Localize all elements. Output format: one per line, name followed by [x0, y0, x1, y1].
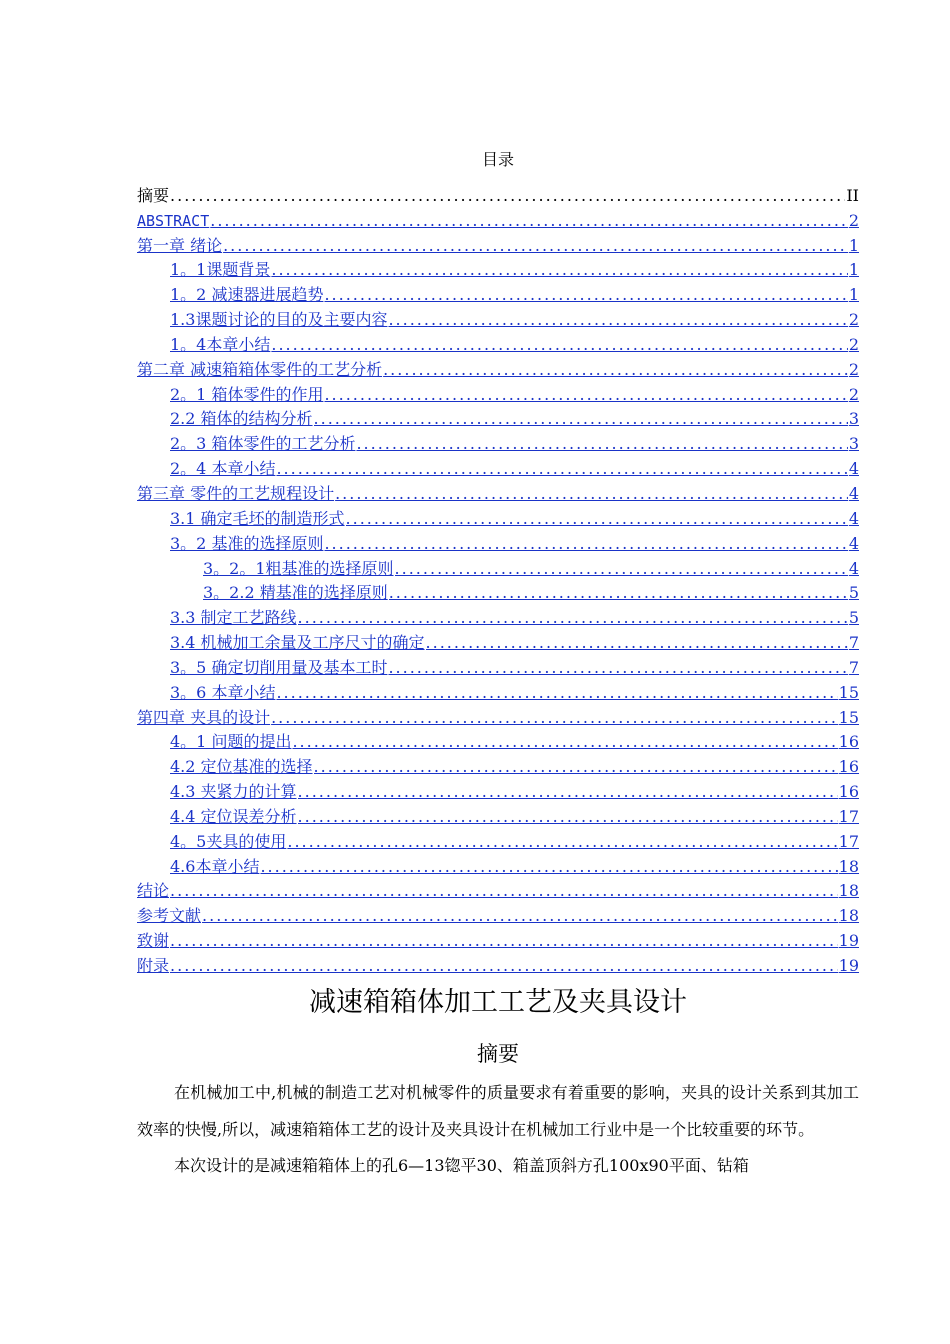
toc-dot-leader: [388, 658, 847, 678]
toc-entry-page: 19: [838, 956, 859, 975]
toc-entry[interactable]: [137, 802, 859, 827]
toc-entry-page: 7: [848, 657, 859, 677]
toc-entry-label: 致谢: [137, 931, 170, 951]
toc-entry[interactable]: [137, 628, 859, 653]
toc-entry-label: 参考文献: [137, 906, 202, 926]
toc-dot-leader: [383, 360, 848, 380]
toc-entry-label: 第一章 绪论: [137, 235, 223, 255]
toc-entry[interactable]: [137, 429, 859, 454]
toc-entry-label: 2。1 箱体零件的作用: [170, 384, 324, 404]
toc-entry-page: 16: [838, 757, 859, 777]
toc-dot-leader: [426, 633, 848, 653]
abstract-heading: 摘要: [477, 1042, 519, 1066]
toc-entry-label: 4。5夹具的使用: [170, 831, 287, 851]
toc-dot-leader: [298, 807, 838, 827]
toc-dot-leader: [276, 683, 837, 703]
toc-entry-page: 3: [848, 409, 859, 429]
abstract-paragraph: 本次设计的是减速箱箱体上的孔6—13锪平30、箱盖顶斜方孔100x90平面、钻箱: [174, 1156, 749, 1175]
toc-entry[interactable]: [137, 852, 859, 877]
toc-entry-page: 3: [848, 434, 859, 454]
toc-dot-leader: [335, 484, 848, 504]
toc-entry[interactable]: [137, 305, 859, 330]
toc-entry-label: 1.3课题讨论的目的及主要内容: [170, 310, 388, 330]
toc-dot-leader: [389, 583, 848, 603]
toc-entry-page: 4: [848, 459, 859, 479]
toc-dot-leader: [324, 534, 847, 554]
toc-entry[interactable]: [137, 752, 859, 777]
toc-entry-page: 15: [838, 707, 859, 727]
toc-dot-leader: [388, 310, 847, 330]
toc-entry-label: 3。5 确定切削用量及基本工时: [170, 657, 388, 677]
toc-dot-leader: [395, 559, 848, 579]
toc-entry-label: 3.4 机械加工余量及工序尺寸的确定: [170, 633, 425, 653]
toc-dot-leader: [356, 434, 847, 454]
toc-dot-leader: [260, 857, 837, 877]
toc-dot-leader: [170, 881, 838, 901]
toc-entry[interactable]: [137, 231, 859, 256]
toc-entry[interactable]: [137, 877, 859, 902]
toc-entry-label: 3.3 制定工艺路线: [170, 608, 297, 628]
toc-entry[interactable]: [137, 330, 859, 355]
toc-entry-page: 2: [848, 384, 859, 404]
toc-entry-page: 4: [848, 483, 859, 503]
toc-entry-label: 附录: [137, 956, 170, 975]
abstract-paragraph: 在机械加工中,机械的制造工艺对机械零件的质量要求有着重要的影响，夹具的设计关系到其加工效率的快慢,所以，减速箱箱体工艺的设计及夹具设计在机械加工行业中是一个比较重要的环节。: [137, 1083, 859, 1139]
toc-entry[interactable]: [137, 280, 859, 305]
toc-entry-page: 1: [848, 285, 859, 305]
toc-entry[interactable]: [137, 529, 859, 554]
toc-entry-page: 2: [848, 310, 859, 330]
toc-entry-page: 17: [838, 806, 859, 826]
toc-entry-label: ABSTRACT: [137, 211, 210, 230]
toc-entry-label: 4.6本章小结: [170, 856, 260, 876]
toc-dot-leader: [170, 956, 838, 976]
toc-entry-label: 1。2 减速器进展趋势: [170, 285, 324, 305]
toc-entry-page: 2: [848, 359, 859, 379]
toc-dot-leader: [271, 708, 838, 728]
toc-entry[interactable]: [137, 206, 859, 231]
toc-entry[interactable]: [137, 926, 859, 951]
toc-entry-page: 5: [848, 608, 859, 628]
toc-entry-page: 7: [848, 633, 859, 653]
toc-entry-page: 16: [838, 732, 859, 752]
toc-dot-leader: [314, 757, 838, 777]
toc-dot-leader: [202, 906, 838, 926]
toc-entry-label: 2。4 本章小结: [170, 459, 276, 479]
toc-entry[interactable]: [137, 355, 859, 380]
toc-entry[interactable]: [137, 703, 859, 728]
abstract-body: [137, 1075, 859, 1185]
toc-dot-leader: [271, 335, 847, 355]
toc-entry-label: 3。2。1粗基准的选择原则: [203, 558, 394, 578]
toc-entry-page: 17: [838, 831, 859, 851]
toc-entry-label: 2。3 箱体零件的工艺分析: [170, 434, 356, 454]
toc-entry-label: 4.4 定位误差分析: [170, 806, 297, 826]
toc-entry-label: 第三章 零件的工艺规程设计: [137, 483, 335, 503]
toc-entry[interactable]: [137, 777, 859, 802]
toc-dot-leader: [210, 211, 848, 231]
toc-entry[interactable]: [137, 579, 859, 604]
toc-entry-label: 1。1课题背景: [170, 260, 271, 280]
toc-entry[interactable]: [137, 827, 859, 852]
toc-entry-page: 15: [838, 682, 859, 702]
toc-entry-page: 1: [848, 235, 859, 255]
toc-entry-page: 16: [838, 782, 859, 802]
toc-dot-leader: [314, 409, 848, 429]
toc-entry-page: II: [846, 185, 859, 205]
toc-heading: 目录: [481, 150, 514, 169]
toc-dot-leader: [223, 236, 848, 256]
toc-entry-page: 4: [848, 508, 859, 528]
toc-entry-label: 第四章 夹具的设计: [137, 707, 271, 727]
toc-entry[interactable]: [137, 380, 859, 405]
toc-entry[interactable]: [137, 479, 859, 504]
toc-entry-page: 19: [838, 931, 859, 951]
toc-dot-leader: [298, 608, 848, 628]
toc-dot-leader: [324, 385, 847, 405]
toc-dot-leader: [292, 732, 837, 752]
toc-dot-leader: [298, 782, 838, 802]
toc-entry[interactable]: [137, 256, 859, 281]
toc-entry-label: 结论: [137, 881, 170, 901]
toc-entry[interactable]: [137, 504, 859, 529]
toc-entry[interactable]: [137, 454, 859, 479]
toc-entry[interactable]: [137, 901, 859, 926]
toc-entry-label: 3。2 基准的选择原则: [170, 533, 324, 553]
toc-entry-label: 2.2 箱体的结构分析: [170, 409, 313, 429]
toc-entry-page: 4: [848, 558, 859, 578]
toc-dot-leader: [324, 285, 847, 305]
toc-entry-page: 1: [848, 260, 859, 280]
toc-dot-leader: [276, 459, 847, 479]
toc-entry-label: 3.1 确定毛坯的制造形式: [170, 508, 345, 528]
toc-entry-label: 4.3 夹紧力的计算: [170, 782, 297, 802]
toc-entry-label: 3。2.2 精基准的选择原则: [203, 583, 388, 603]
toc-entry-label: 3。6 本章小结: [170, 682, 276, 702]
table-of-contents: [137, 181, 859, 976]
toc-entry[interactable]: [137, 678, 859, 703]
toc-entry[interactable]: [137, 653, 859, 678]
toc-entry-page: 4: [848, 533, 859, 553]
toc-entry-label: 1。4本章小结: [170, 334, 271, 354]
toc-entry-label: 摘要: [137, 185, 170, 205]
toc-dot-leader: [346, 509, 848, 529]
toc-entry-page: 2: [848, 334, 859, 354]
toc-entry-label: 4.2 定位基准的选择: [170, 757, 313, 777]
toc-dot-leader: [170, 186, 845, 206]
toc-entry[interactable]: [137, 951, 859, 976]
toc-entry[interactable]: [137, 554, 859, 579]
toc-entry-page: 18: [838, 856, 859, 876]
toc-entry-page: 5: [848, 583, 859, 603]
toc-entry-label: 4。1 问题的提出: [170, 732, 292, 752]
toc-entry-page: 18: [838, 906, 859, 926]
toc-entry[interactable]: [137, 603, 859, 628]
toc-dot-leader: [271, 260, 847, 280]
toc-dot-leader: [287, 832, 837, 852]
toc-entry[interactable]: [137, 405, 859, 430]
toc-entry: [137, 181, 859, 206]
toc-entry[interactable]: [137, 728, 859, 753]
toc-entry-page: 18: [838, 881, 859, 901]
toc-entry-label: 第二章 减速箱箱体零件的工艺分析: [137, 359, 383, 379]
toc-entry-page: 2: [848, 210, 859, 230]
toc-dot-leader: [170, 931, 838, 951]
document-title: 减速箱箱体加工工艺及夹具设计: [309, 987, 687, 1018]
